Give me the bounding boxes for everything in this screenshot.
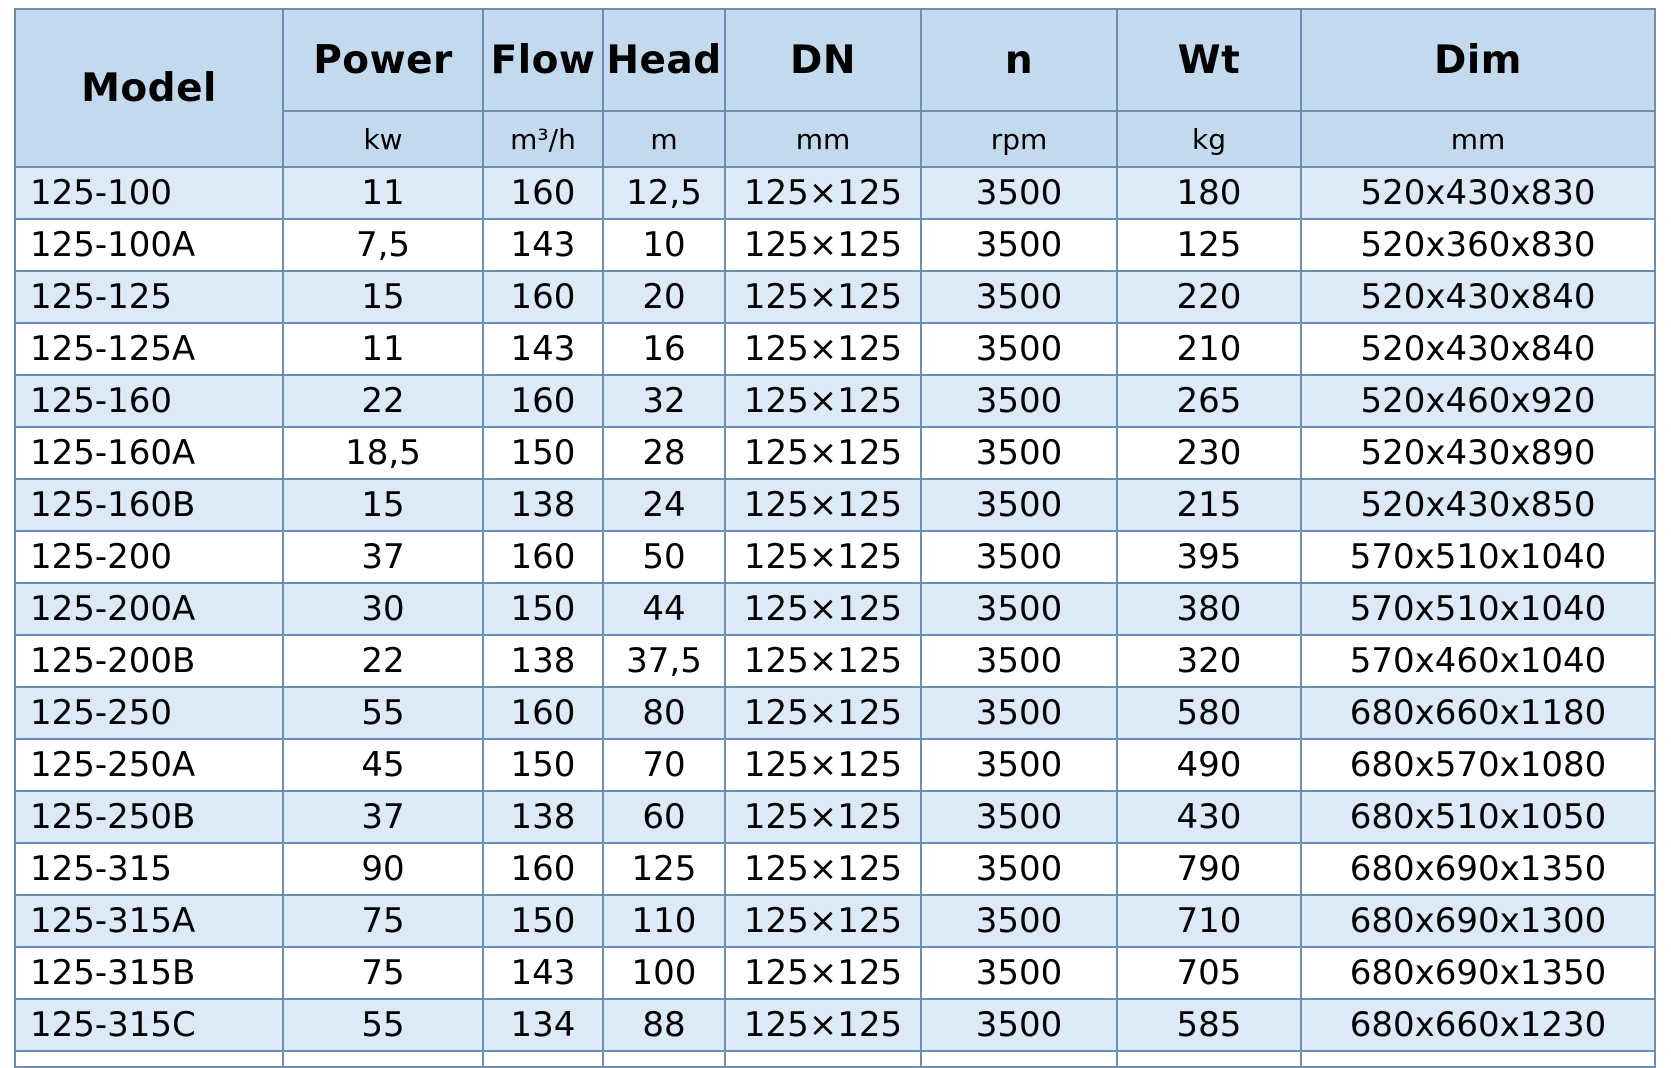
cell-model: 125-100 <box>15 167 283 219</box>
cell-head <box>603 1051 725 1067</box>
table-row <box>15 219 1655 271</box>
cell-dn: 125×125 <box>725 479 921 531</box>
cell-head: 60 <box>603 791 725 843</box>
cell-power: 55 <box>283 687 483 739</box>
column-header-dim: Dim <box>1301 9 1655 111</box>
cell-wt <box>1117 1051 1301 1067</box>
table-row <box>15 1051 1655 1067</box>
cell-n: 3500 <box>921 999 1117 1051</box>
cell-dn: 125×125 <box>725 843 921 895</box>
unit-header-dn: mm <box>725 111 921 167</box>
cell-dn <box>725 1051 921 1067</box>
cell-dim: 570x460x1040 <box>1301 635 1655 687</box>
cell-dn: 125×125 <box>725 791 921 843</box>
cell-model: 125-315B <box>15 947 283 999</box>
cell-dim: 680x570x1080 <box>1301 739 1655 791</box>
cell-wt: 230 <box>1117 427 1301 479</box>
table-row <box>15 427 1655 479</box>
cell-n: 3500 <box>921 479 1117 531</box>
cell-model: 125-200B <box>15 635 283 687</box>
cell-flow: 138 <box>483 791 603 843</box>
table-row <box>15 895 1655 947</box>
cell-head: 88 <box>603 999 725 1051</box>
column-header-flow: Flow <box>483 9 603 111</box>
cell-power: 75 <box>283 895 483 947</box>
table-row <box>15 167 1655 219</box>
cell-wt: 710 <box>1117 895 1301 947</box>
cell-power: 75 <box>283 947 483 999</box>
cell-n: 3500 <box>921 219 1117 271</box>
cell-n: 3500 <box>921 531 1117 583</box>
column-header-model: Model <box>15 9 283 167</box>
cell-wt: 180 <box>1117 167 1301 219</box>
cell-wt: 705 <box>1117 947 1301 999</box>
cell-head: 125 <box>603 843 725 895</box>
cell-model <box>15 1051 283 1067</box>
cell-wt: 215 <box>1117 479 1301 531</box>
cell-model: 125-315C <box>15 999 283 1051</box>
cell-dim: 520x430x890 <box>1301 427 1655 479</box>
cell-n: 3500 <box>921 739 1117 791</box>
cell-flow: 138 <box>483 635 603 687</box>
table-row <box>15 531 1655 583</box>
cell-dn: 125×125 <box>725 531 921 583</box>
cell-head: 50 <box>603 531 725 583</box>
cell-n: 3500 <box>921 323 1117 375</box>
unit-header-head: m <box>603 111 725 167</box>
cell-dim: 570x510x1040 <box>1301 583 1655 635</box>
cell-wt: 430 <box>1117 791 1301 843</box>
cell-power: 22 <box>283 635 483 687</box>
cell-dim: 680x510x1050 <box>1301 791 1655 843</box>
cell-dn: 125×125 <box>725 583 921 635</box>
column-header-dn: DN <box>725 9 921 111</box>
table-row <box>15 739 1655 791</box>
cell-flow: 160 <box>483 271 603 323</box>
cell-dim: 520x430x840 <box>1301 323 1655 375</box>
cell-dn: 125×125 <box>725 999 921 1051</box>
cell-flow: 143 <box>483 219 603 271</box>
unit-header-n: rpm <box>921 111 1117 167</box>
cell-flow: 134 <box>483 999 603 1051</box>
table-body <box>15 167 1655 1067</box>
cell-dim: 520x430x840 <box>1301 271 1655 323</box>
cell-power: 45 <box>283 739 483 791</box>
cell-power: 18,5 <box>283 427 483 479</box>
cell-head: 20 <box>603 271 725 323</box>
cell-n <box>921 1051 1117 1067</box>
cell-flow: 160 <box>483 167 603 219</box>
cell-dim: 680x690x1350 <box>1301 843 1655 895</box>
cell-model: 125-250A <box>15 739 283 791</box>
cell-power: 22 <box>283 375 483 427</box>
cell-head: 28 <box>603 427 725 479</box>
cell-head: 24 <box>603 479 725 531</box>
cell-flow: 150 <box>483 895 603 947</box>
cell-dim: 520x460x920 <box>1301 375 1655 427</box>
cell-model: 125-160 <box>15 375 283 427</box>
cell-flow: 150 <box>483 739 603 791</box>
cell-flow: 160 <box>483 375 603 427</box>
cell-dim: 680x660x1180 <box>1301 687 1655 739</box>
table-row <box>15 791 1655 843</box>
cell-power: 30 <box>283 583 483 635</box>
cell-head: 100 <box>603 947 725 999</box>
cell-model: 125-200 <box>15 531 283 583</box>
cell-model: 125-160B <box>15 479 283 531</box>
table-row <box>15 999 1655 1051</box>
table-row <box>15 635 1655 687</box>
cell-dim: 520x430x830 <box>1301 167 1655 219</box>
table-row <box>15 687 1655 739</box>
cell-dn: 125×125 <box>725 427 921 479</box>
cell-model: 125-100A <box>15 219 283 271</box>
cell-dn: 125×125 <box>725 219 921 271</box>
cell-dim: 570x510x1040 <box>1301 531 1655 583</box>
cell-dim: 680x690x1300 <box>1301 895 1655 947</box>
cell-power <box>283 1051 483 1067</box>
cell-wt: 265 <box>1117 375 1301 427</box>
cell-head: 12,5 <box>603 167 725 219</box>
cell-head: 44 <box>603 583 725 635</box>
cell-head: 10 <box>603 219 725 271</box>
cell-flow: 160 <box>483 843 603 895</box>
cell-dim <box>1301 1051 1655 1067</box>
cell-wt: 490 <box>1117 739 1301 791</box>
cell-model: 125-125A <box>15 323 283 375</box>
cell-model: 125-250 <box>15 687 283 739</box>
cell-wt: 790 <box>1117 843 1301 895</box>
cell-n: 3500 <box>921 687 1117 739</box>
cell-power: 15 <box>283 479 483 531</box>
cell-flow: 150 <box>483 583 603 635</box>
cell-head: 16 <box>603 323 725 375</box>
cell-flow: 143 <box>483 323 603 375</box>
cell-dim: 520x360x830 <box>1301 219 1655 271</box>
cell-wt: 380 <box>1117 583 1301 635</box>
cell-dn: 125×125 <box>725 167 921 219</box>
cell-model: 125-250B <box>15 791 283 843</box>
cell-flow: 160 <box>483 687 603 739</box>
cell-wt: 585 <box>1117 999 1301 1051</box>
cell-n: 3500 <box>921 791 1117 843</box>
cell-dn: 125×125 <box>725 271 921 323</box>
pump-specification-table <box>14 8 1656 1068</box>
column-header-n: n <box>921 9 1117 111</box>
cell-flow: 143 <box>483 947 603 999</box>
cell-head: 80 <box>603 687 725 739</box>
cell-model: 125-315 <box>15 843 283 895</box>
cell-n: 3500 <box>921 895 1117 947</box>
cell-power: 7,5 <box>283 219 483 271</box>
cell-dn: 125×125 <box>725 947 921 999</box>
table-row <box>15 323 1655 375</box>
header-row-main <box>15 9 1655 111</box>
cell-dn: 125×125 <box>725 895 921 947</box>
cell-dim: 680x690x1350 <box>1301 947 1655 999</box>
cell-head: 110 <box>603 895 725 947</box>
cell-power: 90 <box>283 843 483 895</box>
cell-model: 125-200A <box>15 583 283 635</box>
column-header-wt: Wt <box>1117 9 1301 111</box>
cell-flow: 160 <box>483 531 603 583</box>
cell-wt: 580 <box>1117 687 1301 739</box>
cell-flow <box>483 1051 603 1067</box>
cell-power: 11 <box>283 167 483 219</box>
cell-n: 3500 <box>921 375 1117 427</box>
spec-table-sheet <box>14 8 1654 1068</box>
cell-power: 55 <box>283 999 483 1051</box>
column-header-head: Head <box>603 9 725 111</box>
table-row <box>15 375 1655 427</box>
cell-n: 3500 <box>921 583 1117 635</box>
cell-head: 70 <box>603 739 725 791</box>
unit-header-flow: m³/h <box>483 111 603 167</box>
cell-dn: 125×125 <box>725 687 921 739</box>
cell-dim: 680x660x1230 <box>1301 999 1655 1051</box>
cell-wt: 220 <box>1117 271 1301 323</box>
table-header <box>15 9 1655 167</box>
cell-power: 15 <box>283 271 483 323</box>
table-row <box>15 271 1655 323</box>
table-row <box>15 583 1655 635</box>
cell-model: 125-125 <box>15 271 283 323</box>
cell-flow: 138 <box>483 479 603 531</box>
unit-header-wt: kg <box>1117 111 1301 167</box>
cell-n: 3500 <box>921 843 1117 895</box>
cell-wt: 320 <box>1117 635 1301 687</box>
table-row <box>15 843 1655 895</box>
table-row <box>15 479 1655 531</box>
cell-dn: 125×125 <box>725 375 921 427</box>
cell-head: 32 <box>603 375 725 427</box>
cell-model: 125-160A <box>15 427 283 479</box>
cell-flow: 150 <box>483 427 603 479</box>
table-row <box>15 947 1655 999</box>
cell-model: 125-315A <box>15 895 283 947</box>
cell-head: 37,5 <box>603 635 725 687</box>
cell-power: 11 <box>283 323 483 375</box>
cell-n: 3500 <box>921 167 1117 219</box>
unit-header-power: kw <box>283 111 483 167</box>
cell-wt: 210 <box>1117 323 1301 375</box>
cell-dn: 125×125 <box>725 739 921 791</box>
cell-n: 3500 <box>921 271 1117 323</box>
cell-dn: 125×125 <box>725 635 921 687</box>
cell-n: 3500 <box>921 635 1117 687</box>
unit-header-dim: mm <box>1301 111 1655 167</box>
cell-dim: 520x430x850 <box>1301 479 1655 531</box>
cell-power: 37 <box>283 791 483 843</box>
cell-dn: 125×125 <box>725 323 921 375</box>
column-header-power: Power <box>283 9 483 111</box>
cell-n: 3500 <box>921 427 1117 479</box>
cell-n: 3500 <box>921 947 1117 999</box>
cell-wt: 125 <box>1117 219 1301 271</box>
cell-wt: 395 <box>1117 531 1301 583</box>
cell-power: 37 <box>283 531 483 583</box>
